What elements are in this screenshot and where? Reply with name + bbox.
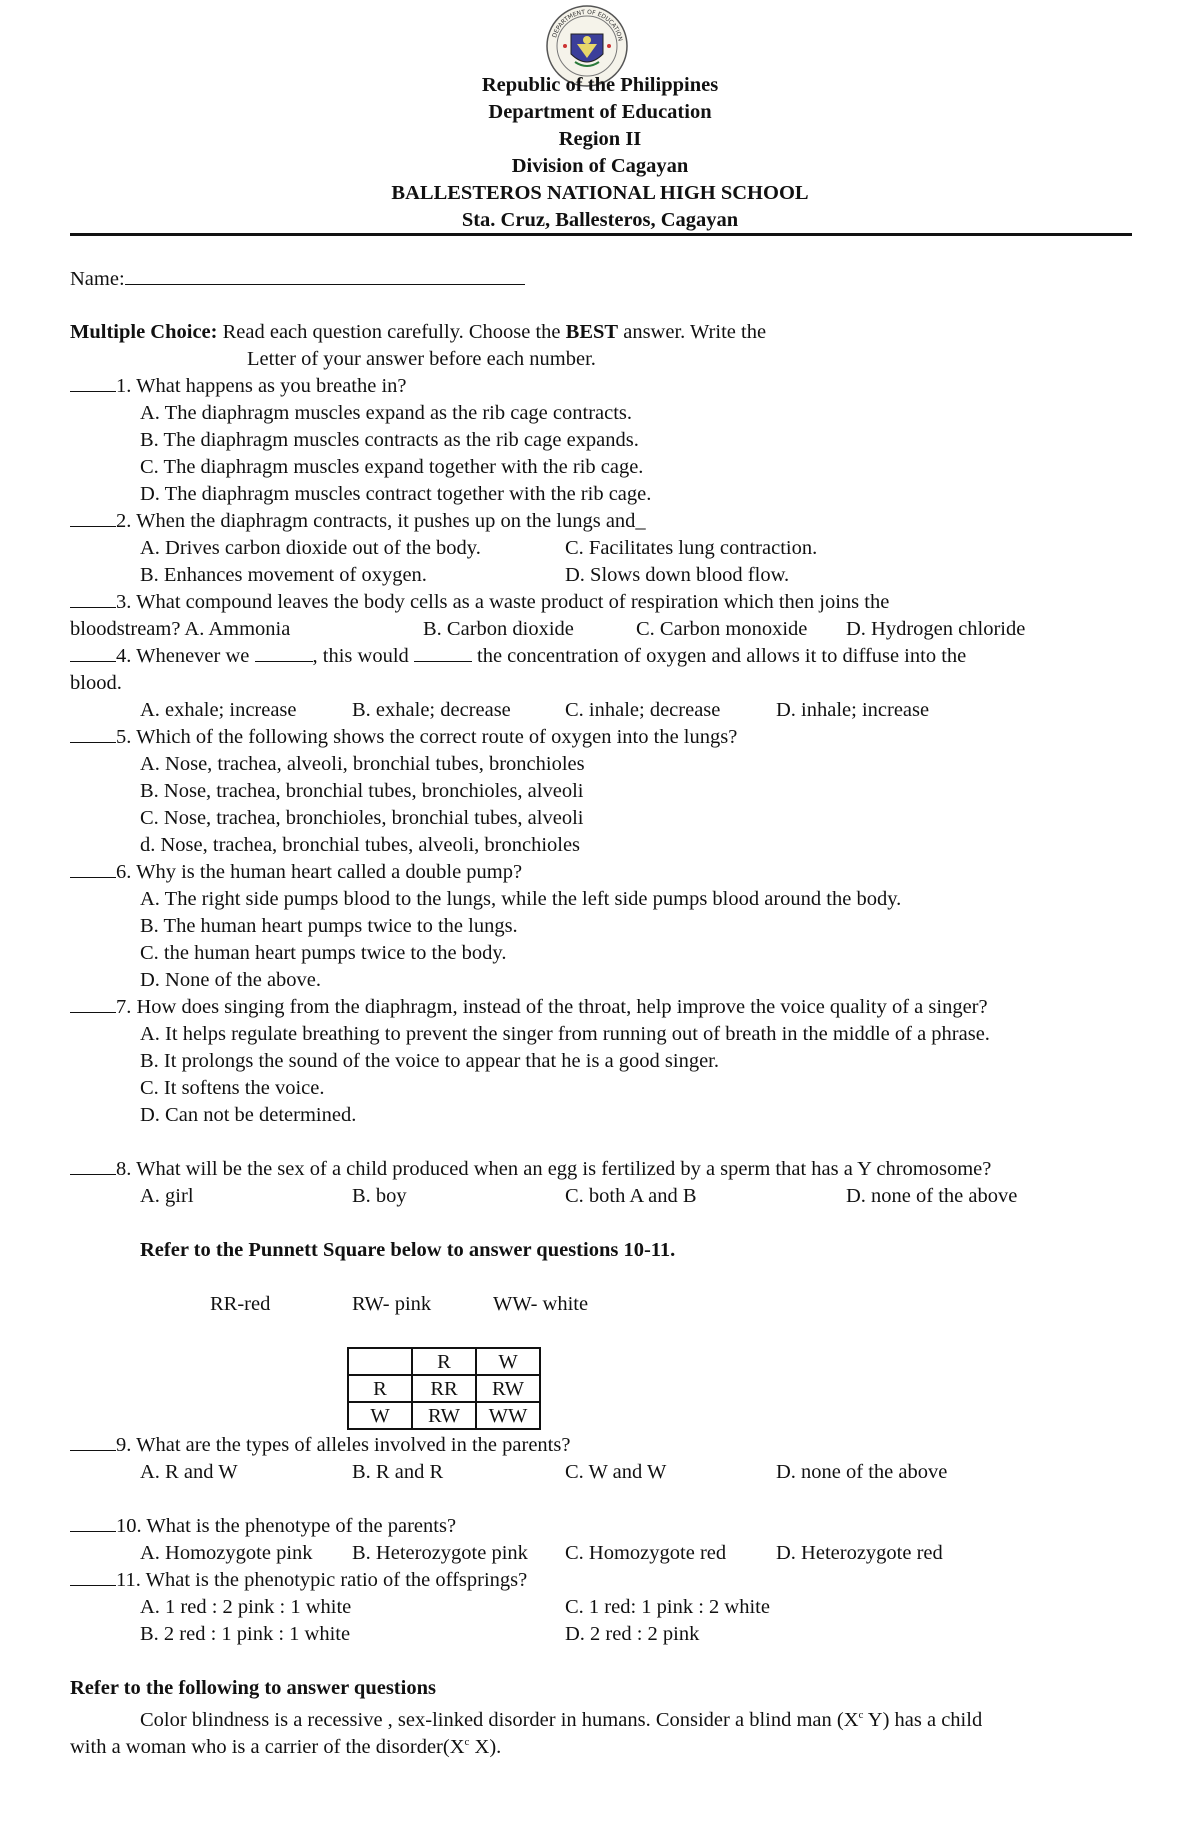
q5-option-b: B. Nose, trachea, bronchial tubes, bronchioles, alveoli xyxy=(140,780,584,802)
q10-option-c: C. Homozygote red xyxy=(565,1542,727,1564)
q4-option-d: D. inhale; increase xyxy=(776,699,930,721)
q6-option-a: A. The right side pumps blood to the lungs, while the left side pumps blood around the body. xyxy=(140,888,902,910)
q9-option-c: C. W and W xyxy=(565,1461,667,1483)
q3-option-d: D. Hydrogen chloride xyxy=(846,618,1026,640)
answer-blank-4[interactable] xyxy=(70,644,116,662)
header-division: Division of Cagayan xyxy=(511,155,689,177)
punnett-cell: RR xyxy=(412,1375,476,1402)
question-5: 5. Which of the following shows the correct route of oxygen into the lungs? xyxy=(70,724,737,750)
q2-option-d: D. Slows down blood flow. xyxy=(565,564,790,586)
question-10: 10. What is the phenotype of the parents? xyxy=(70,1513,456,1539)
q11-option-b: B. 2 red : 1 pink : 1 white xyxy=(140,1623,351,1645)
color-blindness-intro: Refer to the following to answer questions xyxy=(70,1677,436,1699)
genotype-rw: RW- pink xyxy=(352,1293,432,1315)
punnett-cell: RW xyxy=(476,1375,540,1402)
q6-option-d: D. None of the above. xyxy=(140,969,322,991)
q1-option-c: C. The diaphragm muscles expand together with the rib cage. xyxy=(140,456,644,478)
q10-option-b: B. Heterozygote pink xyxy=(352,1542,528,1564)
answer-blank-2[interactable] xyxy=(70,509,116,527)
punnett-col-1: R xyxy=(412,1348,476,1375)
question-4: 4. Whenever we , this would the concentration of oxygen and allows it to diffuse into the xyxy=(70,643,966,669)
q5-option-c: C. Nose, trachea, bronchioles, bronchial tubes, alveoli xyxy=(140,807,584,829)
q4-option-b: B. exhale; decrease xyxy=(352,699,511,721)
question-11: 11. What is the phenotypic ratio of the offsprings? xyxy=(70,1567,527,1593)
answer-blank-5[interactable] xyxy=(70,725,116,743)
fill-blank-4b xyxy=(414,644,472,662)
question-8: 8. What will be the sex of a child produced when an egg is fertilized by a sperm that has a Y chromosome? xyxy=(70,1156,991,1182)
answer-blank-11[interactable] xyxy=(70,1568,116,1586)
punnett-col-2: W xyxy=(476,1348,540,1375)
color-blindness-paragraph-2: with a woman who is a carrier of the $disorder(X^c$ X). xyxy=(70,1735,502,1758)
answer-blank-10[interactable] xyxy=(70,1514,116,1532)
q5-option-a: A. Nose, trachea, alveoli, bronchial tubes, bronchioles xyxy=(140,753,585,775)
name-label: Name: xyxy=(70,268,125,290)
q4-option-a: A. exhale; increase xyxy=(140,699,297,721)
punnett-corner xyxy=(348,1348,412,1375)
color-blindness-paragraph-1: Color blindness is a recessive , sex-linked disorder in humans. Consider a blind man ($X^c$ Y) has a child xyxy=(140,1708,983,1731)
fill-blank-4a xyxy=(255,644,313,662)
question-6: 6. Why is the human heart called a double pump? xyxy=(70,859,522,885)
question-1: 1. What happens as you breathe in? xyxy=(70,373,407,399)
name-field[interactable] xyxy=(70,266,525,292)
genotype-rr: RR-red xyxy=(210,1293,271,1315)
punnett-row-2: W xyxy=(348,1402,412,1429)
q10-option-d: D. Heterozygote red xyxy=(776,1542,943,1564)
q9-option-b: B. R and R xyxy=(352,1461,444,1483)
q7-option-b: B. It prolongs the sound of the voice to appear that he is a good singer. xyxy=(140,1050,720,1072)
q8-option-b: B. boy xyxy=(352,1185,407,1207)
school-header xyxy=(0,72,1200,234)
name-blank[interactable] xyxy=(125,267,525,285)
q6-option-c: C. the human heart pumps twice to the body. xyxy=(140,942,507,964)
q2-option-c: C. Facilitates lung contraction. xyxy=(565,537,818,559)
answer-blank-1[interactable] xyxy=(70,374,116,392)
q7-option-c: C. It softens the voice. xyxy=(140,1077,325,1099)
instructions-title: Multiple Choice: xyxy=(70,321,218,343)
q1-option-d: D. The diaphragm muscles contract together with the rib cage. xyxy=(140,483,652,505)
header-region: Region II xyxy=(558,128,642,150)
q6-option-b: B. The human heart pumps twice to the lungs. xyxy=(140,915,518,937)
q1-option-a: A. The diaphragm muscles expand as the rib cage contracts. xyxy=(140,402,633,424)
punnett-cell: WW xyxy=(476,1402,540,1429)
q4-text-cont: blood. xyxy=(70,672,122,694)
q11-option-c: C. 1 red: 1 pink : 2 white xyxy=(565,1596,770,1618)
question-2: 2. When the diaphragm contracts, it pushes up on the lungs and_ xyxy=(70,508,646,534)
punnett-square xyxy=(347,1347,541,1430)
instructions-line2: Letter of your answer before each number. xyxy=(247,348,596,370)
q10-option-a: A. Homozygote pink xyxy=(140,1542,313,1564)
question-3: 3. What compound leaves the body cells as a waste product of respiration which then joins the xyxy=(70,589,889,615)
header-department: Department of Education xyxy=(488,101,712,123)
q2-option-a: A. Drives carbon dioxide out of the body. xyxy=(140,537,481,559)
q8-option-c: C. both A and B xyxy=(565,1185,697,1207)
answer-blank-8[interactable] xyxy=(70,1157,116,1175)
q9-option-d: D. none of the above xyxy=(776,1461,948,1483)
answer-blank-6[interactable] xyxy=(70,860,116,878)
q2-option-b: B. Enhances movement of oxygen. xyxy=(140,564,427,586)
answer-blank-9[interactable] xyxy=(70,1433,116,1451)
q11-option-d: D. 2 red : 2 pink xyxy=(565,1623,700,1645)
answer-blank-3[interactable] xyxy=(70,590,116,608)
punnett-row-1: R xyxy=(348,1375,412,1402)
q9-option-a: A. R and W xyxy=(140,1461,238,1483)
q3-option-a: bloodstream? A. Ammonia xyxy=(70,618,291,640)
q11-option-a: A. 1 red : 2 pink : 1 white xyxy=(140,1596,352,1618)
q4-option-c: C. inhale; decrease xyxy=(565,699,721,721)
answer-blank-7[interactable] xyxy=(70,995,116,1013)
header-address: Sta. Cruz, Ballesteros, Cagayan xyxy=(461,209,739,231)
q7-option-d: D. Can not be determined. xyxy=(140,1104,357,1126)
q7-option-a: A. It helps regulate breathing to prevent the singer from running out of breath in the middle of a phrase. xyxy=(140,1023,990,1045)
q5-option-d: d. Nose, trachea, bronchial tubes, alveoli, bronchioles xyxy=(140,834,581,856)
q8-option-d: D. none of the above xyxy=(846,1185,1018,1207)
svg-text:DEPARTMENT OF EDUCATION: DEPARTMENT OF EDUCATION xyxy=(551,8,624,42)
q3-option-b: B. Carbon dioxide xyxy=(423,618,574,640)
question-7: 7. How does singing from the diaphragm, instead of the throat, help improve the voice quality of a singer? xyxy=(70,994,988,1020)
q8-option-a: A. girl xyxy=(140,1185,194,1207)
question-9: 9. What are the types of alleles involved in the parents? xyxy=(70,1432,570,1458)
punnett-cell: RW xyxy=(412,1402,476,1429)
header-republic: Republic of the Philippines xyxy=(481,74,719,96)
instructions: Multiple Choice: Read each question carefully. Choose the BEST answer. Write the xyxy=(70,321,767,343)
header-divider xyxy=(70,233,1132,236)
punnett-intro: Refer to the Punnett Square below to answer questions 10-11. xyxy=(140,1239,676,1261)
header-school: BALLESTEROS NATIONAL HIGH SCHOOL xyxy=(391,182,809,204)
genotype-ww: WW- white xyxy=(493,1293,589,1315)
q3-option-c: C. Carbon monoxide xyxy=(636,618,808,640)
q1-option-b: B. The diaphragm muscles contracts as the rib cage expands. xyxy=(140,429,639,451)
